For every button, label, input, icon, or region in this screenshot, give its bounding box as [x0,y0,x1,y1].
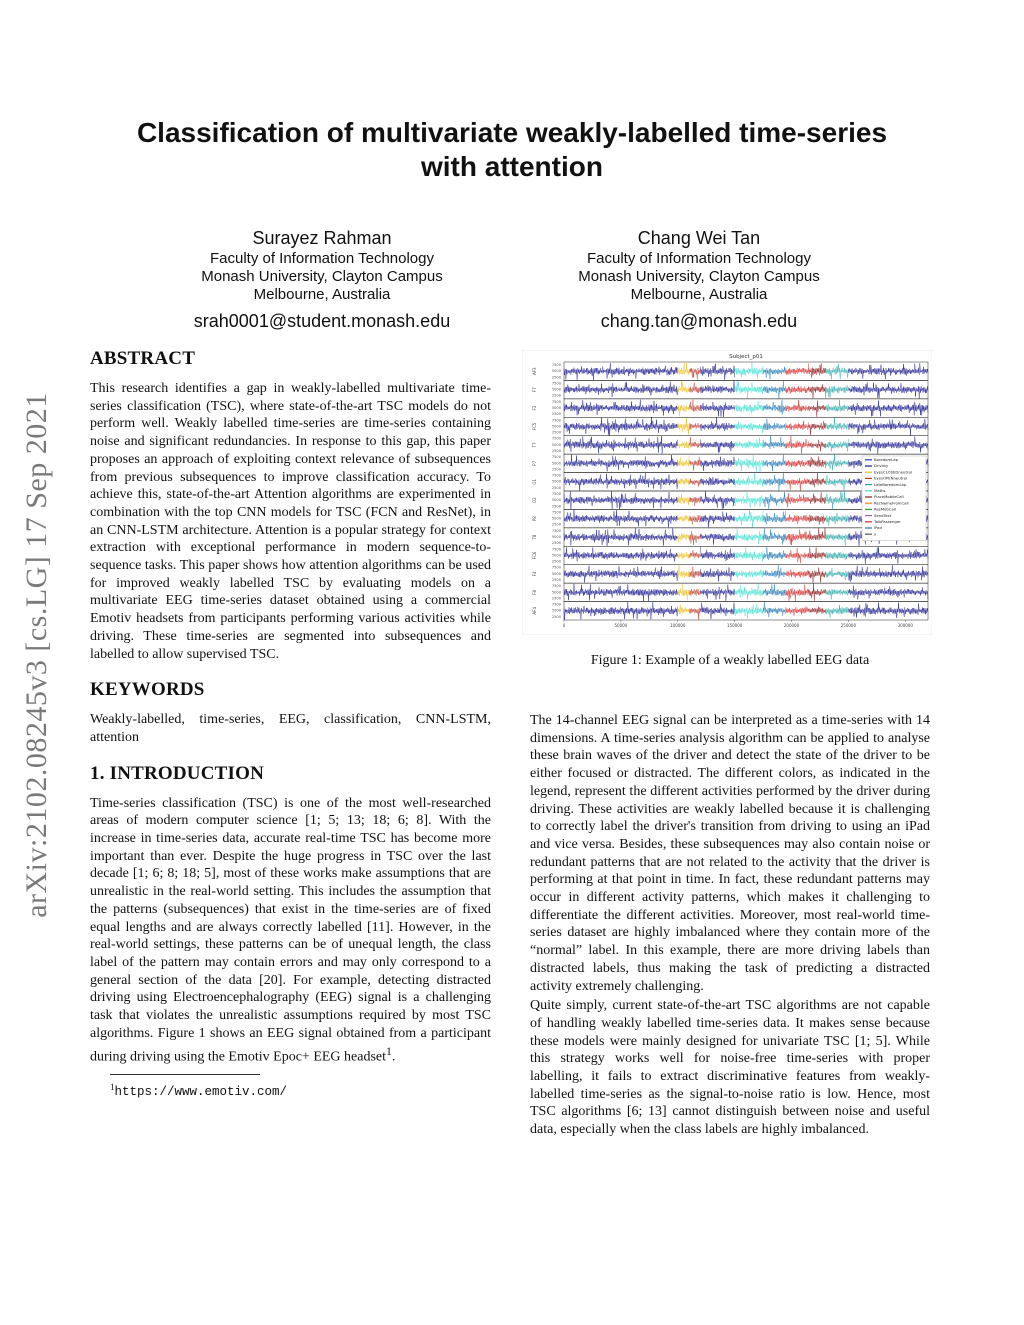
y-tick-label: 5000 [551,479,561,484]
legend-entry: Maths [874,488,886,493]
y-tick-label: 7500 [551,473,561,478]
footnote [110,1079,491,1102]
y-tick-label: 7500 [551,455,561,460]
y-tick-label: 5000 [551,571,561,576]
introduction-para-2: The 14-channel EEG signal can be interpreted as a time-series with 14 dimensions. A time-series analysis algorithm can be applied to analyse these brain waves of the driver and detect the state of the driver to be either focused or distracted. The different colors, as indicated in the legend, represent the different activities performed by the driver during driving. These activities are weakly labelled because it is challenging to correctly label the driver's transition from driving to using an iPad and vice versa. Besides, these subsequences may also contain noise or redundant patterns that are not related to the activity that the driver is performing at that point in time. In fact, these redundant patterns may occur in different activity patterns, which makes it challenging to differentiate the different activities. Moreover, most real-world time-series dataset are highly imbalanced where they contain more of the “normal” label. In this example, there are more driving labels than distracted labels, thus making the task of predicting a distracted activity extremely challenging. [530,713,930,994]
legend-entry: iPad [874,525,882,531]
y-tick-label: 5000 [551,424,561,429]
figure-caption: Figure 1: Example of a weakly labelled EEG data [590,653,870,668]
title-line-2: with attention [421,151,603,182]
y-tick-label: 2500 [551,541,561,546]
footnote-url[interactable]: https://www.emotiv.com/ [114,1085,288,1100]
channel-label: O2 [532,497,537,504]
y-tick-label: 7500 [551,584,561,589]
legend-entry: SendText [874,512,892,518]
channel-label: AF3 [532,367,537,376]
footnote-rule [110,1074,260,1075]
y-tick-label: 5000 [551,516,561,521]
arxiv-side-stamp [10,355,64,955]
channel-label: F7 [532,387,537,393]
y-tick-label: 2500 [551,485,561,490]
arxiv-id-text: arXiv:2102.08245v3 [cs.LG] 17 Sep 2021 [20,392,54,918]
intro-para-1-end: . [391,1049,396,1065]
y-tick-label: 2500 [551,504,561,509]
legend-entry: BoredomLap [874,457,899,462]
author-block-2 [534,227,864,332]
y-tick-label: 7500 [551,363,561,367]
y-tick-label: 5000 [551,406,561,410]
author-affiliation: Monash University, Clayton Campus [578,268,820,285]
y-tick-label: 5000 [551,387,561,392]
legend-entry: RecNameFromCall [874,500,909,506]
author-affiliation: Melbourne, Australia [630,286,768,303]
legend-entry: EyesCLOSEDneutral [874,469,912,475]
legend-entry: x [874,531,877,537]
y-tick-label: 7500 [551,528,561,533]
author-email[interactable]: chang.tan@monash.edu [600,311,798,331]
channel-label: O1 [532,478,537,485]
channel-label: P7 [532,460,537,466]
introduction-para-3: Quite simply, current state-of-the-art TSC algorithms are not capable of handling weakly labelled time-series data. It makes sense because these models were mainly designed for univariate TSC [1; 5]. While this strategy works well for noise-free time-series with proper labelling, it fails to extract discriminative features from weakly-labelled time-series as the signal-to-noise ratio is low. Hence, most TSC algorithms [6; 13] cannot distinguish between noise and useful data, especially when the class labels are highly imbalanced. [530,998,930,1138]
y-tick-label: 2500 [551,578,561,582]
x-tick-label: 100000 [670,623,686,628]
y-tick-label: 2500 [551,375,561,380]
channel-label: T8 [532,534,537,540]
channel-label: FC6 [532,551,537,560]
y-tick-label: 7500 [551,602,561,607]
right-column [530,712,930,1139]
y-tick-label: 7500 [551,547,561,552]
keywords-heading: KEYWORDS [90,679,205,701]
y-tick-label: 7500 [551,399,561,404]
channel-label: FC5 [532,422,537,431]
introduction-heading: 1. INTRODUCTION [90,762,265,784]
y-tick-label: 2500 [551,522,561,527]
y-tick-label: 7500 [551,436,561,441]
y-tick-label: 2500 [551,393,561,398]
y-tick-label: 2500 [551,614,561,619]
eeg-figure [522,350,932,635]
author-name: Surayez Rahman [252,228,392,248]
y-tick-label: 2500 [551,449,561,453]
legend-entry: LateBoredomLap [874,481,907,487]
author-affiliation: Monash University, Clayton Campus [201,268,443,285]
y-tick-label: 7500 [551,492,561,496]
legend-entry: ResMobCall [874,506,896,512]
legend-entry: TalkPassenger [874,519,901,524]
channel-label: F3 [532,405,537,411]
y-tick-label: 2500 [551,430,561,435]
author-name: Chang Wei Tan [637,228,761,248]
footnote-mark: 1 [110,1081,115,1092]
x-tick-label: 0 [562,623,566,628]
author-affiliation: Faculty of Information Technology [586,250,811,267]
y-tick-label: 5000 [551,608,561,613]
y-tick-label: 5000 [551,461,561,466]
y-tick-label: 7500 [551,418,561,423]
author-affiliation: Melbourne, Australia [253,286,391,303]
x-tick-label: 150000 [726,623,743,628]
y-tick-label: 5000 [551,590,561,595]
y-tick-label: 7500 [551,381,561,386]
y-tick-label: 2500 [551,559,561,564]
author-affiliation: Faculty of Information Technology [209,250,434,267]
channel-label: T7 [532,442,537,448]
x-tick-label: 200000 [783,623,800,628]
channel-label: AF4 [532,606,537,615]
x-tick-label: 250000 [840,623,857,628]
author-block-1 [157,227,487,332]
channel-label: P8 [532,516,537,522]
plot-title: Subject_p01 [729,354,763,360]
footnote-ref[interactable]: 1 [386,1044,392,1058]
y-tick-label: 5000 [551,553,561,558]
title-line-1: Classification of multivariate weakly-labelled time-series [136,117,888,148]
y-tick-label: 7500 [551,565,561,570]
legend-entry: EyesOPENneutral [874,475,908,481]
y-tick-label: 5000 [551,369,561,374]
y-tick-label: 2500 [551,596,561,601]
y-tick-label: 7500 [551,510,561,515]
channel-label: F8 [532,589,537,595]
author-email[interactable]: srah0001@student.monash.edu [193,311,451,331]
left-column [90,348,491,1102]
y-tick-label: 2500 [551,467,561,472]
legend-entry: PlaceMobileCall [874,494,904,500]
legend-entry: Driving [874,463,888,469]
x-tick-label: 300000 [897,623,913,628]
introduction-para-1 [90,795,491,1066]
intro-para-1-text: Time-series classification (TSC) is one of the most well-researched areas of modern computer science [1; 5; 13; 18; 6; 8]. With the increase in time-series data, accurate real-time TSC has become more important than ever. Despite the huge progress in TSC over the last decade [1; 6; 8; 18; 5], most of these works make assumptions that are unrealistic in the real-world setting. This includes the assumption that the patterns (subsequences) that exist in the time-series are of fixed equal lengths and are always correctly labelled [11]. However, in the real-world settings, these patterns can be of unequal length, the class label of the pattern may contain errors and may only correspond to a general section of the data [20]. For example, detecting distracted driving using Electroencephalography (EEG) signal is a challenging task that violates the unrealistic assumptions required by most TSC algorithms. Figure 1 shows an EEG signal obtained from a participant during driving using the Emotiv Epoc+ EEG headset [90,795,491,1065]
channel-label: F4 [532,571,537,577]
y-tick-label: 5000 [551,442,561,447]
abstract-text: This research identifies a gap in weakly-labelled multivariate time-series classification (TSC), where state-of-the-art TSC models do not perform well. Weakly labelled time-series are time-series containing noise and significant redundancies. In response to this gap, this paper proposes an approach of exploiting context relevance of subsequences from previous subsequences to improve classification accuracy. To achieve this, state-of-the-art Attention algorithms are experimented in combination with the top CNN models for TSC (FCN and ResNet), in an CNN-LSTM architecture. Attention is a popular strategy for context extraction with exceptional performance in modern sequence-to-sequence tasks. This paper shows how attention algorithms can be used for improved weakly labelled TSC by evaluating models on a multivariate EEG time-series dataset obtained using a commercial Emotiv headsets from participants performing various activities while driving. These time-series are segmented into subsequences and labelled to allow supervised TSC. [90,381,491,662]
y-tick-label: 5000 [551,498,561,503]
keywords-text: Weakly-labelled, time-series, EEG, classification, CNN-LSTM, attention [90,712,491,745]
y-tick-label: 2500 [551,412,561,417]
abstract-heading: ABSTRACT [90,348,196,369]
x-tick-label: 50000 [614,623,628,628]
y-tick-label: 5000 [551,535,561,539]
paper-title [60,116,964,184]
